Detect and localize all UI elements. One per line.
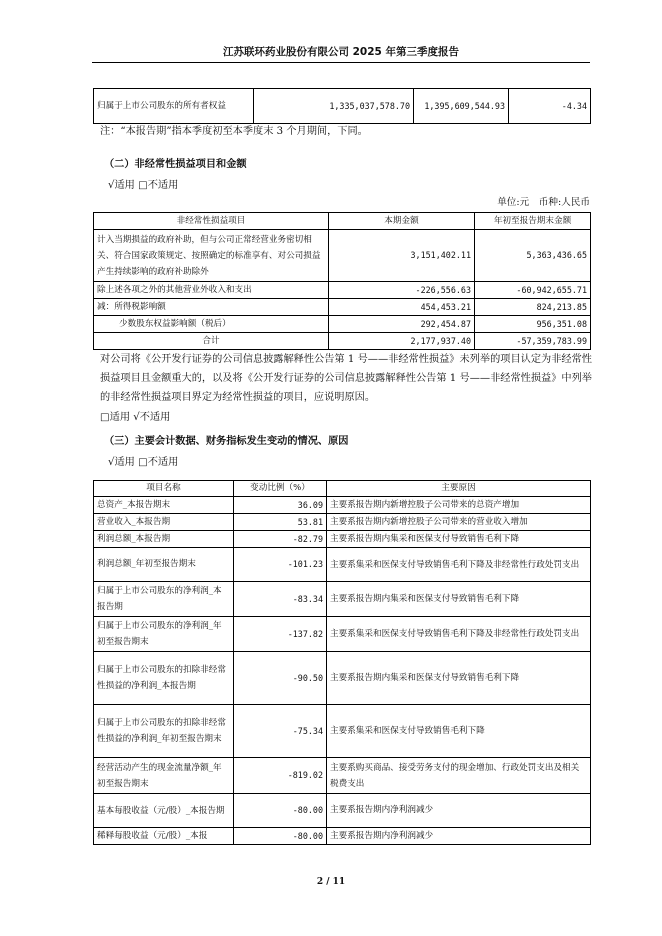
- section3-title: （三）主要会计数据、财务指标发生变动的情况、原因: [104, 436, 349, 447]
- ytd-cell: 824,213.85: [475, 299, 591, 316]
- unit-label: 单位:元 币种:人民币: [497, 197, 590, 208]
- item-cell: 计入当期损益的政府补助，但与公司正常经营业务密切相关、符合国家政策规定、按照确定的标准享有、对公司损益产生持续影响的政府补助除外: [94, 230, 329, 282]
- name-cell: 归属于上市公司股东的扣除非经常性损益的净利润_本报告期: [94, 652, 234, 705]
- ytd-cell: -60,942,655.71: [475, 282, 591, 299]
- ratio-cell: -101.23: [234, 548, 327, 582]
- table-row: [94, 531, 591, 548]
- item-cell: 少数股东权益影响额（税后）: [94, 316, 329, 333]
- current-cell: 2,177,937.40: [329, 333, 475, 350]
- changes-table: [93, 480, 591, 845]
- explanation-paragraph: 对公司将《公开发行证券的公司信息披露解释性公告第 1 号——非经常性损益》未列举的项目认定为非经常性损益项目且金额重大的，以及将《公开发行证券的公司信息披露解释性公告第 1 号——非经常性损益》中列举的非经常性损益项目界定为经常性损益的项目，应说明原因。: [100, 354, 592, 403]
- table-row: [94, 230, 591, 282]
- reason-cell: 主要系报告期内净利润减少: [327, 828, 591, 845]
- total-label: 合计: [94, 333, 329, 350]
- name-cell: 稀释每股收益（元/股）_本报: [94, 828, 234, 845]
- current-cell: 3,151,402.11: [329, 230, 475, 282]
- column-header: 变动比例（%）: [234, 481, 327, 497]
- current-cell: 454,453.21: [329, 299, 475, 316]
- ratio-cell: -82.79: [234, 531, 327, 548]
- ratio-cell: 36.09: [234, 497, 327, 514]
- name-cell: 利润总额_年初至报告期末: [94, 548, 234, 582]
- equity-table: [93, 88, 591, 124]
- column-header: 项目名称: [94, 481, 234, 497]
- ratio-cell: 53.81: [234, 514, 327, 531]
- column-header: 本期金额: [329, 213, 475, 230]
- equity-current: 1,335,037,578.70: [254, 89, 414, 124]
- ratio-cell: -75.34: [234, 705, 327, 758]
- name-cell: 经营活动产生的现金流量净额_年初至报告期末: [94, 758, 234, 794]
- name-cell: 利润总额_本报告期: [94, 531, 234, 548]
- reason-cell: 主要系购买商品、接受劳务支付的现金增加、行政处罚支出及相关税费支出: [327, 758, 591, 794]
- name-cell: 归属于上市公司股东的净利润_年初至报告期末: [94, 617, 234, 652]
- ratio-cell: -819.02: [234, 758, 327, 794]
- reason-cell: 主要系报告期内新增控股子公司带来的营业收入增加: [327, 514, 591, 531]
- name-cell: 营业收入_本报告期: [94, 514, 234, 531]
- table-row: [94, 548, 591, 582]
- name-cell: 归属于上市公司股东的净利润_本报告期: [94, 582, 234, 617]
- nonrecurring-table: [93, 212, 591, 350]
- table-row: [94, 282, 591, 299]
- reason-cell: 主要系报告期内净利润减少: [327, 794, 591, 828]
- reason-cell: 主要系报告期内新增控股子公司带来的总资产增加: [327, 497, 591, 514]
- section2-applicability-2: □适用 √不适用: [100, 412, 171, 423]
- table-row: [94, 497, 591, 514]
- ytd-cell: 956,351.08: [475, 316, 591, 333]
- reason-cell: 主要系集采和医保支付导致销售毛利下降: [327, 705, 591, 758]
- current-cell: 292,454.87: [329, 316, 475, 333]
- name-cell: 总资产_本报告期末: [94, 497, 234, 514]
- ratio-cell: -90.50: [234, 652, 327, 705]
- table-row: [94, 299, 591, 316]
- table-row: [94, 333, 591, 350]
- table-row: [94, 758, 591, 794]
- table-row: [94, 89, 591, 124]
- page-number: 2 / 11: [316, 877, 346, 887]
- equity-previous: 1,395,609,544.93: [414, 89, 509, 124]
- table-row: [94, 828, 591, 845]
- table-header-row: [94, 213, 591, 230]
- reason-cell: 主要系报告期内集采和医保支付导致销售毛利下降: [327, 652, 591, 705]
- name-cell: 基本每股收益（元/股）_本报告期: [94, 794, 234, 828]
- column-header: 非经常性损益项目: [94, 213, 329, 230]
- table-row: [94, 794, 591, 828]
- ratio-cell: -80.00: [234, 828, 327, 845]
- ytd-cell: -57,359,783.99: [475, 333, 591, 350]
- header-divider: [92, 62, 590, 63]
- section2-title: （二）非经常性损益项目和金额: [104, 159, 247, 170]
- reason-cell: 主要系报告期内集采和医保支付导致销售毛利下降: [327, 582, 591, 617]
- column-header: 主要原因: [327, 481, 591, 497]
- reason-cell: 主要系集采和医保支付导致销售毛利下降及非经常性行政处罚支出: [327, 548, 591, 582]
- equity-change: -4.34: [509, 89, 591, 124]
- section3-applicability: √适用 □不适用: [108, 457, 179, 468]
- ratio-cell: -137.82: [234, 617, 327, 652]
- equity-label: 归属于上市公司股东的所有者权益: [94, 89, 254, 124]
- table-row: [94, 705, 591, 758]
- note-text: 注：“本报告期”指本季度初至本季度末 3 个月期间，下同。: [100, 126, 368, 137]
- table-row: [94, 316, 591, 333]
- reason-cell: 主要系集采和医保支付导致销售毛利下降及非经常性行政处罚支出: [327, 617, 591, 652]
- ratio-cell: -83.34: [234, 582, 327, 617]
- table-header-row: [94, 481, 591, 497]
- table-row: [94, 652, 591, 705]
- item-cell: 除上述各项之外的其他营业外收入和支出: [94, 282, 329, 299]
- name-cell: 归属于上市公司股东的扣除非经常性损益的净利润_年初至报告期末: [94, 705, 234, 758]
- ratio-cell: -80.00: [234, 794, 327, 828]
- page-header: 江苏联环药业股份有限公司 2025 年第三季度报告: [222, 46, 460, 58]
- section2-applicability: √适用 □不适用: [108, 180, 179, 191]
- reason-cell: 主要系报告期内集采和医保支付导致销售毛利下降: [327, 531, 591, 548]
- ytd-cell: 5,363,436.65: [475, 230, 591, 282]
- table-row: [94, 514, 591, 531]
- table-row: [94, 617, 591, 652]
- table-row: [94, 582, 591, 617]
- item-cell: 减：所得税影响额: [94, 299, 329, 316]
- column-header: 年初至报告期末金额: [475, 213, 591, 230]
- current-cell: -226,556.63: [329, 282, 475, 299]
